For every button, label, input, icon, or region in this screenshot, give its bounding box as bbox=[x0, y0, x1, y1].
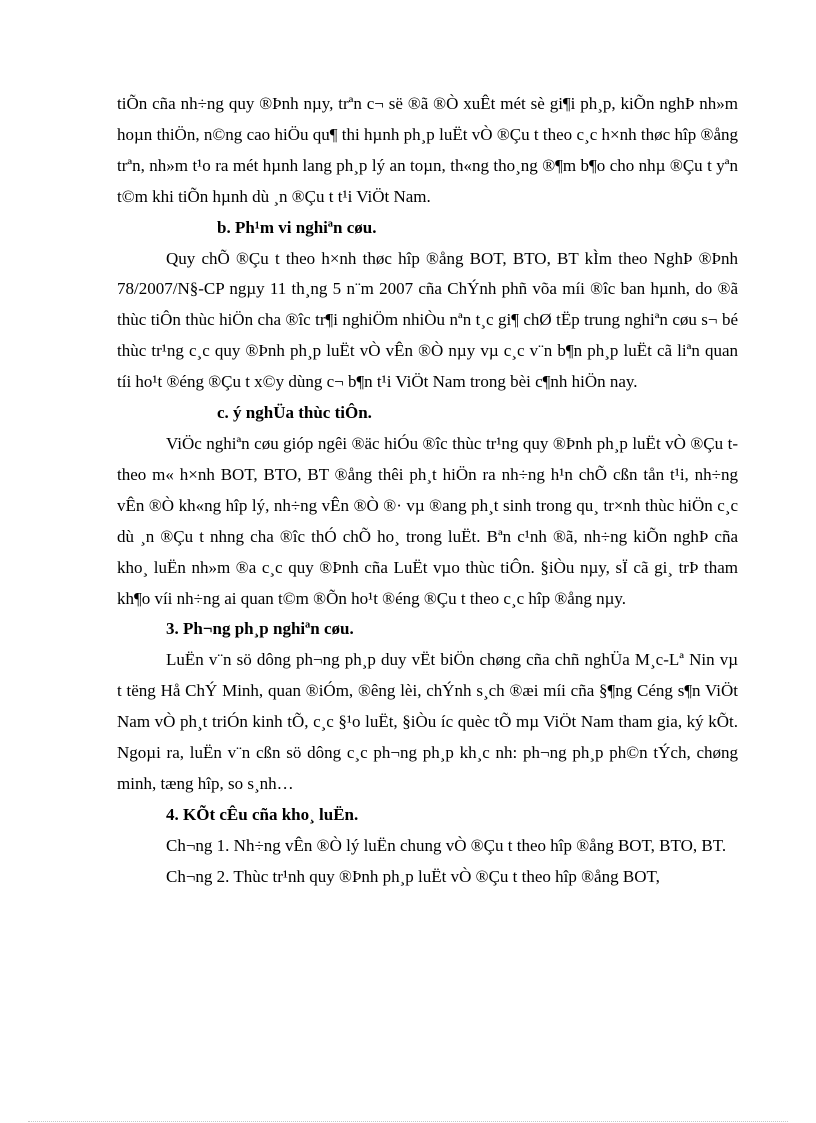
heading-research-method: 3. Ph¬ng ph¸p nghiªn cøu. bbox=[166, 619, 354, 639]
paragraph-scope: Quy chÕ ®Çu t theo h×nh thøc hîp ®ång BOT, BTO, BT kÌm theo NghÞ ®Þnh 78/2007/N§-CP ngµy 11 th¸ng 5 n¨m 2007 cña ChÝnh phñ võa míi ®îc ban hµnh, do ®ã thùc tiÔn thùc hiÖn cha ®îc tr¶i nghiÖm nhiÒu nªn t¸c gi¶ chØ tËp trung nghiªn cøu s¬ bé thùc tr¹ng c¸c quy ®Þnh ph¸p luËt vÒ vÊn ®Ò nµy vµ c¸c v¨n b¶n ph¸p luËt cã liªn quan tíi ho¹t ®éng ®Çu t x©y dùng c¬ b¶n t¹i ViÖt Nam trong bèi c¶nh hiÖn nay. bbox=[117, 248, 738, 392]
subheading-scope: b. Ph¹m vi nghiªn cøu. bbox=[217, 217, 377, 237]
paragraph-intro-continuation: tiÕn cña nh÷ng quy ®Þnh nµy, trªn c¬ së ®ã ®Ò xuÊt mét sè gi¶i ph¸p, kiÕn nghÞ nh»m hoµn thiÖn, n©ng cao hiÖu qu¶ thi hµnh ph¸p luËt vÒ ®Çu t theo c¸c h×nh thøc hîp ®ång trªn, nh»m t¹o ra mét hµnh lang ph¸p lý an toµn, th«ng tho¸ng ®¶m b¶o cho nhµ ®Çu t yªn t©m khi tiÕn hµnh dù ¸n ®Çu t t¹i ViÖt Nam. bbox=[117, 94, 738, 206]
document-body bbox=[117, 89, 738, 893]
subheading-practical-significance: c. ý nghÜa thùc tiÔn. bbox=[217, 403, 372, 423]
chapter-1-entry: Ch¬ng 1. Nh÷ng vÊn ®Ò lý luËn chung vÒ ®Çu t theo hîp ®ång BOT, BTO, BT. bbox=[166, 835, 727, 855]
heading-thesis-structure: 4. KÕt cÊu cña kho¸ luËn. bbox=[166, 804, 359, 824]
paragraph-research-method: LuËn v¨n sö dông ph¬ng ph¸p duy vËt biÖn chøng cña chñ nghÜa M¸c-Lª Nin vµ t tëng Hå ChÝ Minh, quan ®iÓm, ®êng lèi, chÝnh s¸ch ®æi míi cña §¶ng Céng s¶n ViÖt Nam vÒ ph¸t triÓn kinh tÕ, c¸c §¹o luËt, §iÒu íc quèc tÕ mµ ViÖt Nam tham gia, ký kÕt. Ngoµi ra, luËn v¨n cßn sö dông c¸c ph¬ng ph¸p kh¸c nh: ph¬ng ph¸p ph©n tÝch, chøng minh, tæng hîp, so s¸nh… bbox=[117, 650, 738, 793]
page-bottom-divider bbox=[28, 1121, 788, 1122]
paragraph-practical-significance: ViÖc nghiªn cøu gióp ngêi ®äc hiÓu ®îc thùc tr¹ng quy ®Þnh ph¸p luËt vÒ ®Çu t theo m« h×nh BOT, BTO, BT ®ång thêi ph¸t hiÖn ra nh÷ng h¹n chÕ cßn tån t¹i, nh÷ng vÊn ®Ò kh«ng hîp lý, nh÷ng vÊn ®Ò ®· vµ ®ang ph¸t sinh trong qu¸ tr×nh thùc hiÖn c¸c dù ¸n ®Çu t nhng cha ®îc thÓ chÕ ho¸ trong luËt. Bªn c¹nh ®ã, nh÷ng kiÕn nghÞ cña kho¸ luËn nh»m ®a c¸c quy ®Þnh cña LuËt vµo thùc tiÔn. §iÒu nµy, sÏ cã gi¸ trÞ tham kh¶o víi nh÷ng ai quan t©m ®Õn ho¹t ®éng ®Çu t theo c¸c hîp ®ång nµy. bbox=[117, 433, 738, 608]
chapter-2-entry: Ch¬ng 2. Thùc tr¹nh quy ®Þnh ph¸p luËt vÒ ®Çu t theo hîp ®ång BOT, bbox=[166, 866, 660, 886]
